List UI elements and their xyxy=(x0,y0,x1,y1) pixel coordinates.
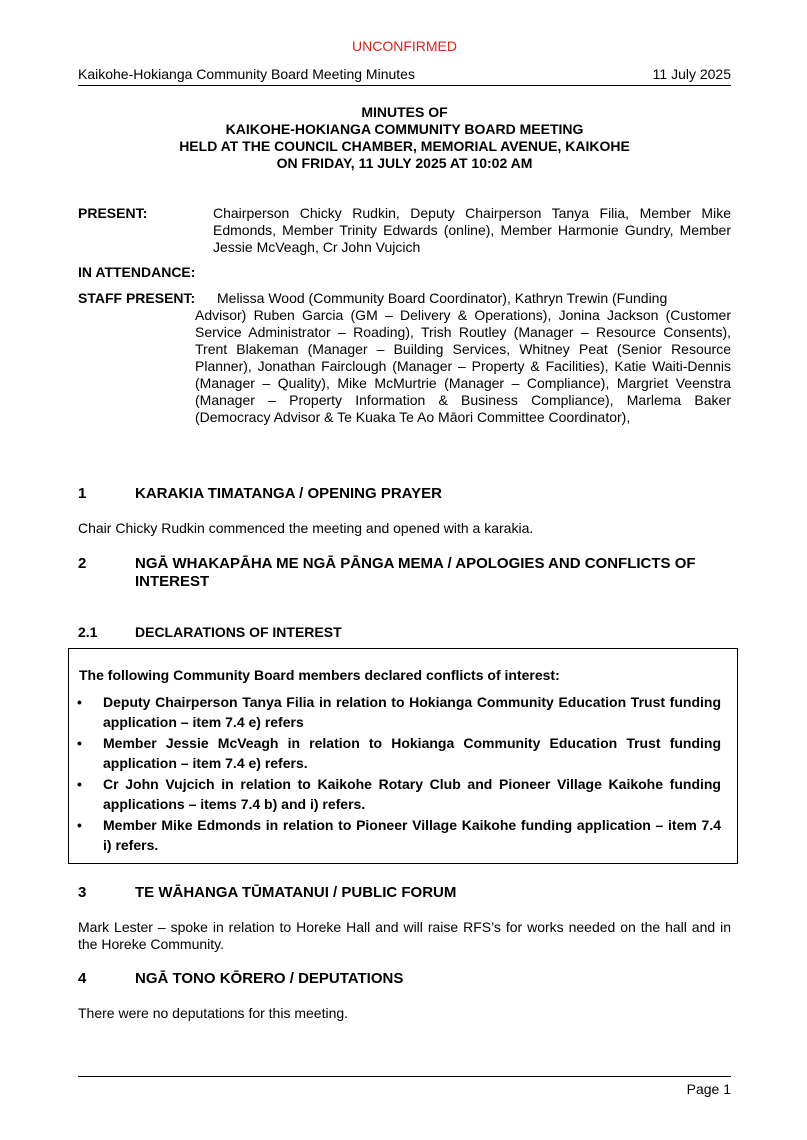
section-body: Mark Lester – spoke in relation to Horeke Hall and will raise RFS’s for works needed on the hall and in the Horeke Community. xyxy=(78,919,731,952)
bullet-icon: • xyxy=(77,694,82,710)
section-body: There were no deputations for this meeting. xyxy=(78,1005,349,1021)
title-line: HELD AT THE COUNCIL CHAMBER, MEMORIAL AVENUE, KAIKOHE xyxy=(179,138,630,154)
bullet-icon: • xyxy=(77,817,82,833)
declaration-text: Member Mike Edmonds in relation to Pioneer Village Kaikohe funding application – item 7.4 i) refers. xyxy=(103,817,721,853)
present-label: PRESENT: xyxy=(78,205,148,221)
section-number: 3 xyxy=(78,884,87,901)
header-doc-title: Kaikohe-Hokianga Community Board Meeting Minutes xyxy=(78,66,415,82)
status-stamp: UNCONFIRMED xyxy=(352,38,457,54)
declaration-text: Cr John Vujcich in relation to Kaikohe Rotary Club and Pioneer Village Kaikohe funding applications – items 7.4 b) and i) refers. xyxy=(103,776,721,812)
subsection-title: DECLARATIONS OF INTEREST xyxy=(135,624,342,640)
subsection-number: 2.1 xyxy=(78,624,98,640)
staff-label: STAFF PRESENT: xyxy=(78,290,196,306)
section-title: NGĀ WHAKAPĀHA ME NGĀ PĀNGA MEMA / APOLOGIES AND CONFLICTS OF INTEREST xyxy=(135,555,696,590)
declaration-text: Deputy Chairperson Tanya Filia in relation to Hokianga Community Education Trust funding application – item 7.4 e) refers xyxy=(103,694,721,730)
document-page xyxy=(78,0,731,1140)
bullet-icon: • xyxy=(77,776,82,792)
section-number: 1 xyxy=(78,485,87,502)
staff-first-line: Melissa Wood (Community Board Coordinator), Kathryn Trewin (Funding xyxy=(217,290,668,306)
header-rule xyxy=(78,85,731,86)
header-date: 11 July 2025 xyxy=(652,66,731,82)
section-title: KARAKIA TIMATANGA / OPENING PRAYER xyxy=(135,485,442,502)
section-title: TE WĀHANGA TŪMATANUI / PUBLIC FORUM xyxy=(135,884,457,901)
section-number: 4 xyxy=(78,970,87,987)
title-line: MINUTES OF xyxy=(361,104,448,120)
title-line: KAIKOHE-HOKIANGA COMMUNITY BOARD MEETING xyxy=(225,121,584,137)
section-title: NGĀ TONO KŌRERO / DEPUTATIONS xyxy=(135,970,404,987)
declarations-intro: The following Community Board members declared conflicts of interest: xyxy=(79,667,560,683)
declaration-text: Member Jessie McVeagh in relation to Hokianga Community Education Trust funding application – item 7.4 e) refers. xyxy=(103,735,721,771)
attendance-label: IN ATTENDANCE: xyxy=(78,264,196,280)
title-line: ON FRIDAY, 11 JULY 2025 AT 10:02 AM xyxy=(276,155,533,171)
staff-text: Advisor) Ruben Garcia (GM – Delivery & Operations), Jonina Jackson (Customer Service Administrator – Roading), Trish Routley (Manager – Resource Consents), Trent Blakeman (Manager – Building Services, Whitney Peat (Senior Resource Planner), Jonathan Fairclough (Manager – Property & Facilities), Katie Waiti-Dennis (Manager – Quality), Mike McMurtrie (Manager – Compliance), Margriet Veenstra (Manager – Property Information & Business Compliance), Marlema Baker (Democracy Advisor & Te Kuaka Te Ao Māori Committee Coordinator), xyxy=(195,307,731,425)
minutes-title xyxy=(78,104,731,172)
bullet-icon: • xyxy=(77,735,82,751)
page-number: Page 1 xyxy=(686,1081,731,1097)
present-text: Chairperson Chicky Rudkin, Deputy Chairperson Tanya Filia, Member Mike Edmonds, Member Trinity Edwards (online), Member Harmonie Gundry, Member Jessie McVeagh, Cr John Vujcich xyxy=(213,205,731,255)
footer-rule xyxy=(78,1076,731,1077)
running-header xyxy=(78,66,731,82)
section-body: Chair Chicky Rudkin commenced the meeting and opened with a karakia. xyxy=(78,520,534,536)
section-number: 2 xyxy=(78,555,87,572)
declarations-box xyxy=(68,648,738,864)
